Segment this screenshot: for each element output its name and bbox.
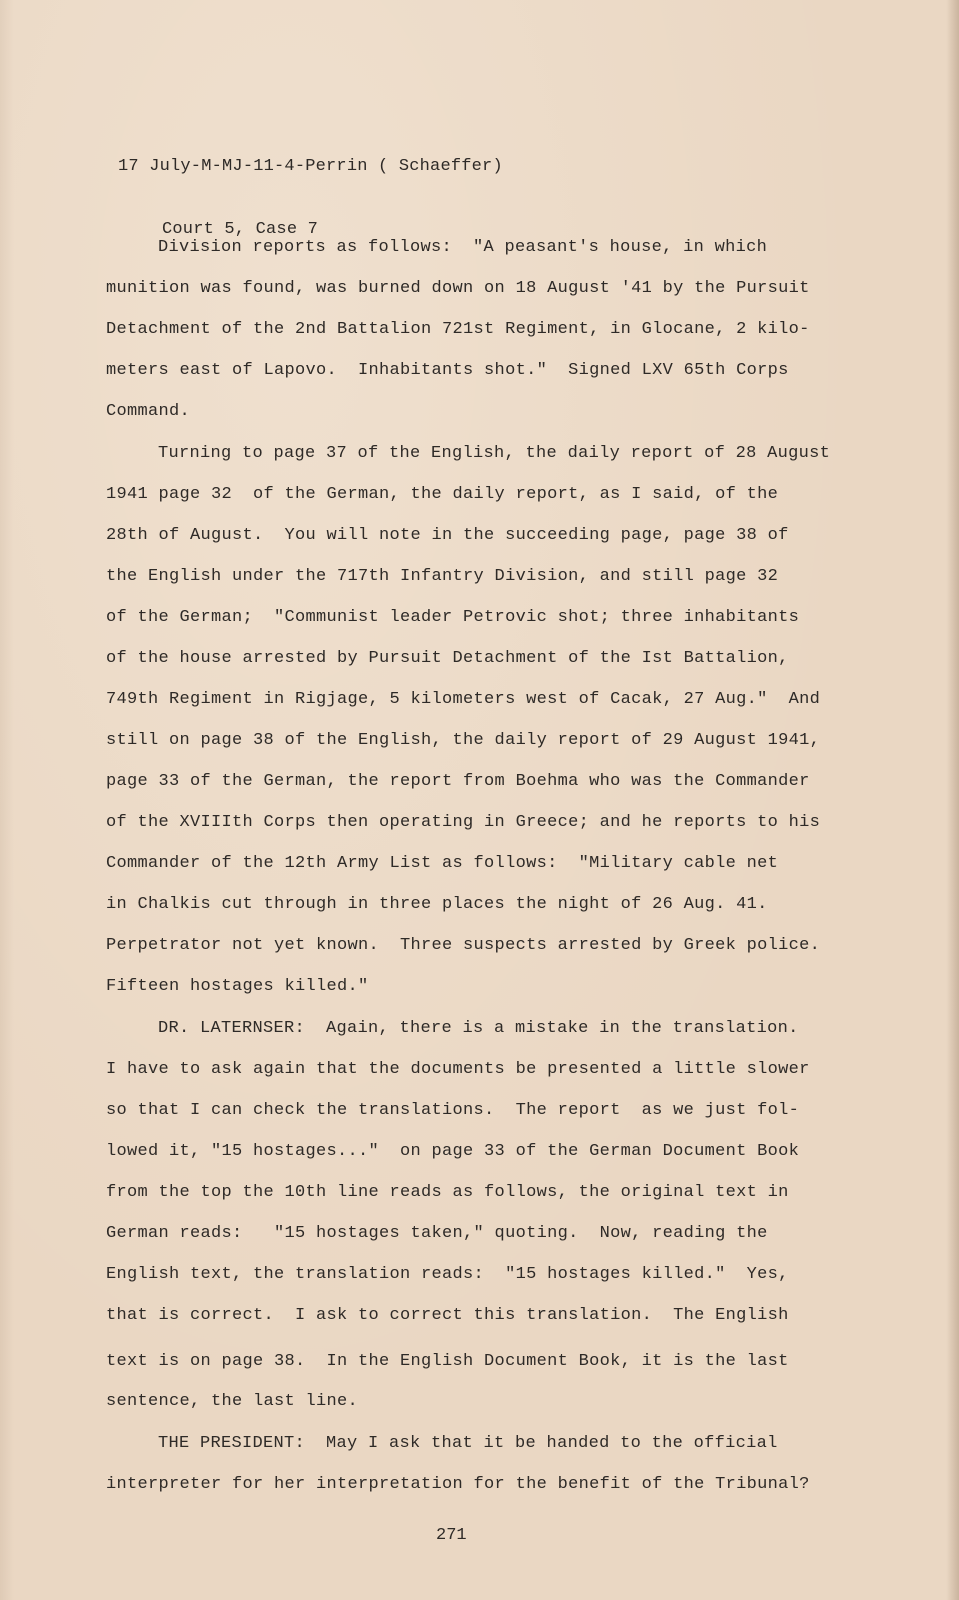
text-line: Turning to page 37 of the English, the daily report of 28 August <box>158 444 831 463</box>
text-line: Detachment of the 2nd Battalion 721st Regiment, in Glocane, 2 kilo- <box>106 320 810 339</box>
text-line: lowed it, "15 hostages..." on page 33 of the German Document Book <box>106 1142 800 1161</box>
header-line-2: Court 5, Case 7 <box>162 220 319 239</box>
text-line: so that I can check the translations. The report as we just fol- <box>106 1101 800 1120</box>
text-line: DR. LATERNSER: Again, there is a mistake in the translation. <box>158 1019 799 1038</box>
text-line: of the XVIIIth Corps then operating in Greece; and he reports to his <box>106 813 821 832</box>
text-line: the English under the 717th Infantry Division, and still page 32 <box>106 567 779 586</box>
text-line: 749th Regiment in Rigjage, 5 kilometers west of Cacak, 27 Aug." And <box>106 690 821 709</box>
text-line: from the top the 10th line reads as follows, the original text in <box>106 1183 789 1202</box>
text-line: of the German; "Communist leader Petrovic shot; three inhabitants <box>106 608 800 627</box>
text-line: that is correct. I ask to correct this translation. The English <box>106 1306 789 1325</box>
page-number: 271 <box>436 1526 467 1545</box>
text-line: German reads: "15 hostages taken," quoting. Now, reading the <box>106 1224 768 1243</box>
text-line: Command. <box>106 402 191 421</box>
text-line: meters east of Lapovo. Inhabitants shot." Signed LXV 65th Corps <box>106 361 789 380</box>
text-line: sentence, the last line. <box>106 1392 359 1411</box>
text-line: page 33 of the German, the report from Boehma who was the Commander <box>106 772 810 791</box>
text-line: munition was found, was burned down on 18 August '41 by the Pursuit <box>106 279 810 298</box>
text-line: still on page 38 of the English, the daily report of 29 August 1941, <box>106 731 821 750</box>
text-line: interpreter for her interpretation for the benefit of the Tribunal? <box>106 1475 810 1494</box>
text-line: English text, the translation reads: "15 hostages killed." Yes, <box>106 1265 789 1284</box>
header-line-1: 17 July-M-MJ-11-4-Perrin ( Schaeffer) <box>118 157 503 176</box>
text-line: Fifteen hostages killed." <box>106 977 369 996</box>
text-line: Perpetrator not yet known. Three suspects arrested by Greek police. <box>106 936 821 955</box>
text-line: THE PRESIDENT: May I ask that it be handed to the official <box>158 1434 778 1453</box>
text-line: 28th of August. You will note in the succeeding page, page 38 of <box>106 526 789 545</box>
text-line: text is on page 38. In the English Document Book, it is the last <box>106 1352 789 1371</box>
text-line: in Chalkis cut through in three places the night of 26 Aug. 41. <box>106 895 768 914</box>
text-line: I have to ask again that the documents be presented a little slower <box>106 1060 810 1079</box>
text-line: Division reports as follows: "A peasant's house, in which <box>158 238 768 257</box>
text-line: of the house arrested by Pursuit Detachment of the Ist Battalion, <box>106 649 789 668</box>
text-line: 1941 page 32 of the German, the daily report, as I said, of the <box>106 485 779 504</box>
text-line: Commander of the 12th Army List as follows: "Military cable net <box>106 854 779 873</box>
